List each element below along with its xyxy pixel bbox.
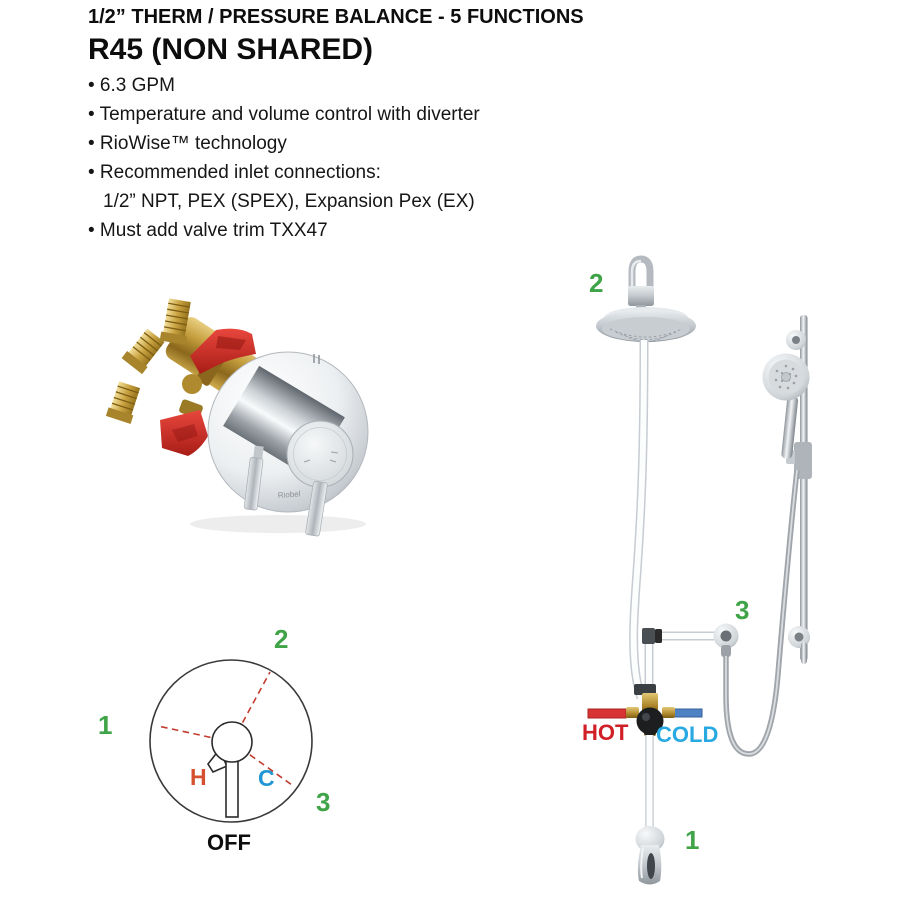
position-label-3: 3 (316, 787, 331, 817)
wall-outlet-elbow (714, 624, 739, 658)
slide-bar-top-bracket (786, 330, 806, 350)
rain-shower-assembly (596, 259, 696, 342)
spec-bullet: • 6.3 GPM (88, 75, 175, 96)
tub-spout-number-label: 1 (685, 825, 700, 855)
rain-supply-pipe (634, 340, 644, 698)
brand-mark: Riobel (277, 489, 301, 500)
tub-spout (636, 826, 665, 885)
hand-shower-outlet-pipe (634, 624, 739, 700)
spec-bullet-list (88, 71, 648, 245)
product-category-title: 1/2” THERM / PRESSURE BALANCE - 5 FUNCTIONS (88, 6, 584, 28)
trim-plate (208, 352, 368, 536)
handle-knob (212, 722, 252, 762)
spec-bullet: • RioWise™ technology (88, 133, 287, 154)
installation-diagram (558, 252, 893, 897)
cold-letter-label: C (258, 765, 275, 791)
tub-spout-assembly (636, 735, 665, 885)
hot-label: HOT (582, 720, 629, 745)
rain-head-number-label: 2 (589, 268, 604, 298)
product-model-title: R45 (NON SHARED) (88, 33, 374, 66)
rain-shower-head (596, 307, 696, 342)
product-header (88, 4, 648, 245)
position-label-2: 2 (274, 624, 289, 654)
elbow-fitting (642, 628, 655, 644)
valve-product-photo (88, 284, 398, 546)
spec-bullet: • Must add valve trim TXX47 (88, 220, 328, 241)
spec-bullet-continuation: 1/2” NPT, PEX (SPEX), Expansion Pex (EX) (103, 191, 475, 212)
hand-shower-number-label: 3 (735, 595, 750, 625)
cold-label: COLD (656, 722, 719, 747)
spec-bullet: • Recommended inlet connections: (88, 162, 381, 183)
slide-bar-assembly (763, 315, 813, 664)
hot-supply-pipe (588, 709, 626, 718)
hot-letter-label: H (190, 764, 207, 790)
position-label-1: 1 (98, 710, 113, 740)
off-label: OFF (207, 830, 251, 855)
spec-bullet: • Temperature and volume control with diverter (88, 104, 480, 125)
slide-bar-bottom-bracket (788, 626, 810, 664)
